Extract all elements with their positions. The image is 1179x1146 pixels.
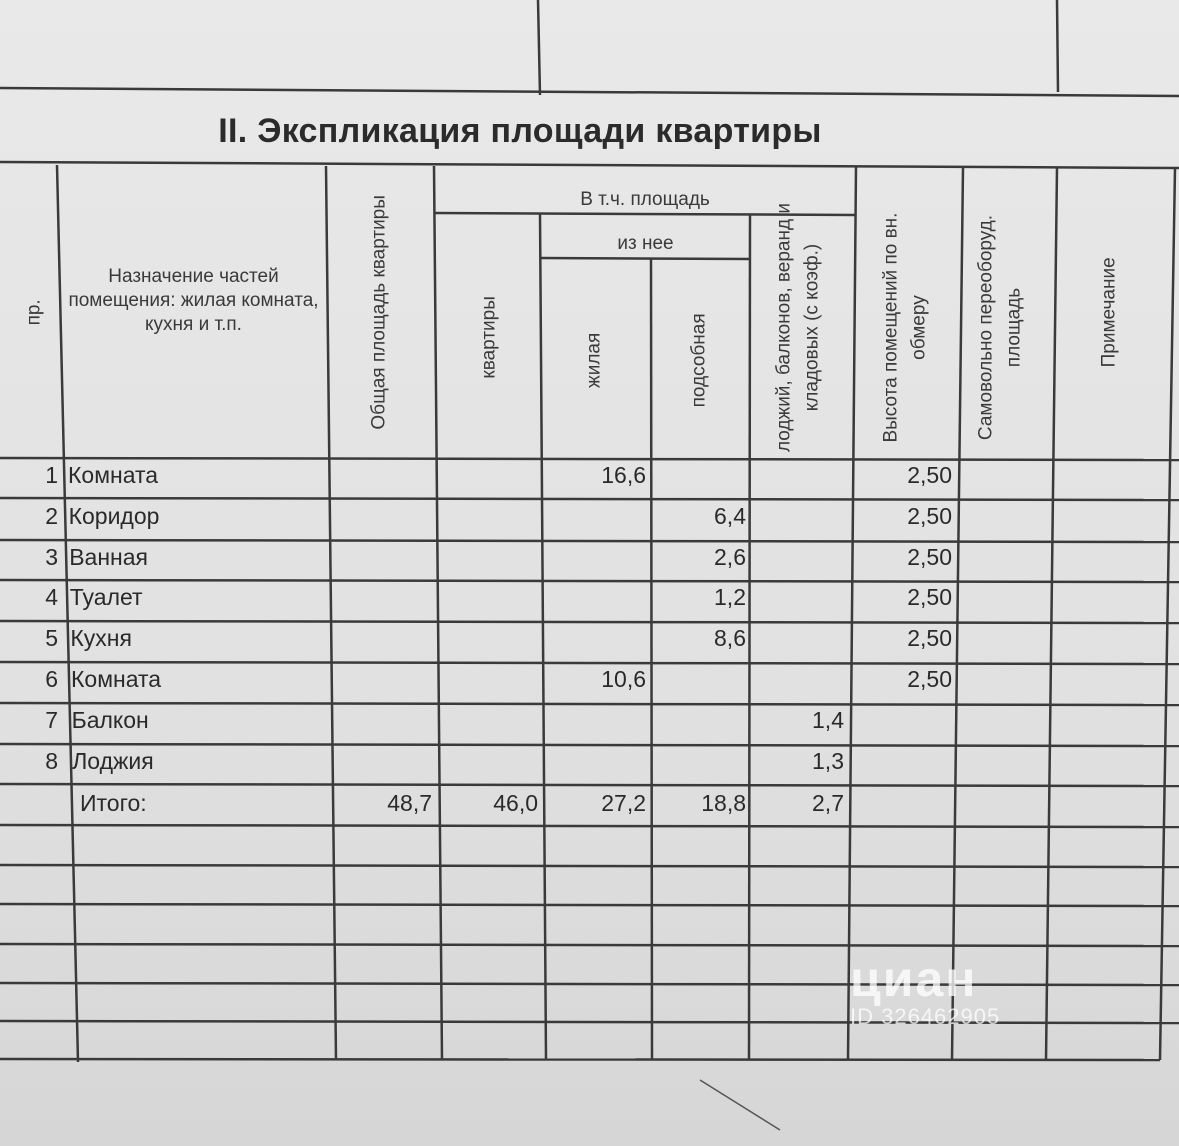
row-number: 2 [45, 503, 58, 529]
watermark-logo: циан [850, 951, 978, 1007]
row-loggia: 1,3 [812, 748, 844, 774]
row-number: 5 [45, 625, 58, 651]
row-height: 2,50 [907, 462, 952, 488]
row-name: Комната [68, 462, 159, 488]
row-aux: 6,4 [714, 503, 746, 529]
header-partial-left: пр. [23, 299, 45, 326]
total-label: Итого: [80, 790, 147, 816]
watermark-id: ID 326462905 [850, 1004, 1001, 1029]
row-number: 4 [45, 584, 58, 610]
row-name: Балкон [71, 707, 149, 733]
document-title: II. Экспликация площади квартиры [218, 112, 822, 150]
total-total-area: 48,7 [387, 790, 432, 816]
row-aux: 2,6 [714, 544, 746, 570]
row-loggia: 1,4 [812, 707, 844, 733]
row-living: 16,6 [601, 462, 646, 488]
row-height: 2,50 [907, 503, 952, 529]
total-living: 27,2 [601, 790, 646, 816]
row-number: 3 [45, 544, 58, 570]
row-aux: 8,6 [714, 625, 746, 651]
header-living: жилая [583, 332, 605, 388]
header-loggias: лоджий, балконов, веранд и кладовых (с коэф.) [773, 203, 822, 453]
row-name: Коридор [68, 503, 160, 529]
header-height: Высота помещений по вн. обмеру [880, 212, 929, 443]
header-note: Примечание [1098, 257, 1120, 368]
row-height: 2,50 [907, 666, 952, 692]
row-living: 10,6 [601, 666, 646, 692]
header-incl-area: В т.ч. площадь [580, 189, 710, 210]
total-aux: 18,8 [701, 790, 746, 816]
row-name: Ванная [69, 544, 148, 570]
row-number: 1 [45, 462, 58, 488]
header-auxiliary: подсобная [688, 313, 710, 408]
row-name: Кухня [70, 625, 132, 651]
row-number: 7 [45, 707, 58, 733]
header-purpose: Назначение частей помещения: жилая комната, кухня и т.п. [68, 266, 319, 335]
row-number: 6 [45, 666, 58, 692]
header-of-which: из нее [617, 233, 674, 254]
header-apartment: квартиры [478, 296, 500, 379]
row-name: Туалет [69, 584, 143, 610]
header-unauthorized: Самовольно переоборуд. площадь [975, 215, 1024, 441]
row-number: 8 [45, 748, 58, 774]
total-apartment: 46,0 [493, 790, 538, 816]
row-height: 2,50 [907, 544, 952, 570]
row-height: 2,50 [907, 625, 952, 651]
watermark [850, 950, 1000, 1030]
row-height: 2,50 [907, 584, 952, 610]
header-total-area: Общая площадь квартиры [368, 195, 390, 430]
total-loggia: 2,7 [812, 790, 844, 816]
row-name: Лоджия [72, 748, 154, 774]
row-aux: 1,2 [714, 584, 746, 610]
row-name: Комната [71, 666, 162, 692]
